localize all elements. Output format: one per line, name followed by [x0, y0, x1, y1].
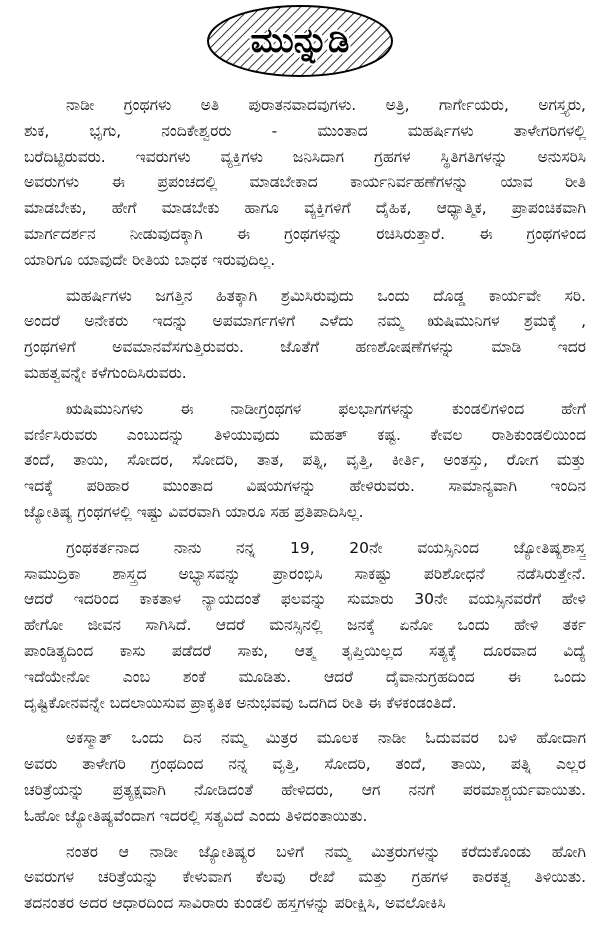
text-line: ಓಹೋ ಜ್ಯೋತಿಷ್ಯವೆಂದಾಗ ಇದರಲ್ಲಿ ಸತ್ಯವಿದೆ ಎಂದು ತಿಳಿದಂತಾಯಿತು.: [24, 806, 368, 825]
text-line: ಶುಕ, ಭೃಗು, ನಂದಿಕೇಶ್ವರರು - ಮುಂತಾದ ಮಹರ್ಷಿಗಳು ತಾಳೇಗರಿಗಳಲ್ಲಿ: [24, 121, 586, 140]
text-line: ಗ್ರಂಥಕರ್ತನಾದ ನಾನು ನನ್ನ 19, 20ನೇ ವಯಸ್ಸಿನಿಂದ ಜ್ಯೋತಿಷ್ಯಶಾಸ್ತ್ರ: [66, 538, 586, 557]
text-line: ತದನಂತರ ಅದರ ಆಧಾರದಿಂದ ಸಾವಿರಾರು ಕುಂಡಲಿ ಹಸ್ತಗಳನ್ನು ಪರೀಕ್ಷಿಸಿ, ಅವಲೋಕಿಸಿ: [24, 894, 446, 913]
paragraph: [24, 397, 586, 526]
text-line: ಋಷಿಮುನಿಗಳು ಈ ನಾಡೀಗ್ರಂಥಗಳ ಫಲಭಾಗಗಳನ್ನು ಕುಂಡಲಿಗಳಿಂದ ಹೇಗೆ: [66, 399, 586, 418]
paragraph: [24, 93, 586, 274]
text-line: ಅಂದರೆ ಅನೇಕರು ಇದನ್ನು ಅಪಮಾರ್ಗಗಳಿಗೆ ಎಳೆದು ನಮ್ಮ ಋಷಿಮುನಿಗಳ ಶ್ರಮಕ್ಕೆ ,: [24, 312, 586, 331]
text-line: ಮಹತ್ವವನ್ನೇ ಕಳೆಗುಂದಿಸಿರುವರು.: [24, 363, 187, 382]
document-body: [24, 93, 586, 927]
text-line: ಅವರು ತಾಳೇಗರಿ ಗ್ರಂಥದಿಂದ ನನ್ನ ವೃತ್ತಿ, ಸೋದರಿ, ತಂದೆ, ತಾಯಿ, ಪತ್ನಿ ಎಲ್ಲರ: [24, 755, 586, 774]
text-line: ಚರಿತ್ರೆಯನ್ನು ಪ್ರತ್ಯಕ್ಷವಾಗಿ ನೋಡಿದಂತೆ ಹೇಳಿದರು, ಆಗ ನನಗೆ ಪರಮಾಶ್ಚರ್ಯವಾಯಿತು.: [24, 780, 586, 799]
text-line: ದೃಷ್ಟಿಕೋನವನ್ನೇ ಬದಲಾಯಿಸುವ ಪ್ರಾಕೃತಿಕ ಅನುಭವವು ಒದಗಿದ ರೀತಿ ಈ ಕೆಳಕಂಡಂತಿದೆ.: [24, 693, 457, 712]
text-line: ಬರೆದಿಟ್ಟಿರುವರು. ಇವರುಗಳು ವ್ಯಕ್ತಿಗಳು ಜನಿಸಿದಾಗ ಗ್ರಹಗಳ ಸ್ಥಿತಿಗತಿಗಳನ್ನು ಅನುಸರಿಸಿ: [24, 147, 586, 166]
text-line: ಪಾಂಡಿತ್ಯದಿಂದ ಕಾಸು ಪಡೆದರೆ ಸಾಕು, ಆತ್ಮ ತೃಪ್ತಿಯಿಲ್ಲದ ಸತ್ಯಕ್ಕೆ ದೂರವಾದ ವಿದ್ಯೆ: [24, 641, 586, 660]
text-line: ಮಾಡಬೇಕು, ಹೇಗೆ ಮಾಡಬೇಕು ಹಾಗೂ ವ್ಯಕ್ತಿಗಳಿಗೆ ದೈಹಿಕ, ಆಧ್ಯಾತ್ಮಿಕ, ಪ್ರಾಪಂಚಿಕವಾಗಿ: [24, 199, 586, 218]
page-title: ಮುನ್ನುಡಿ: [250, 21, 350, 61]
text-line: ಅಕಸ್ಮಾತ್ ಒಂದು ದಿನ ನಮ್ಮ ಮಿತ್ರರ ಮೂಲಕ ನಾಡೀ ಓದುವವರ ಬಳಿ ಹೋದಾಗ: [66, 729, 586, 748]
text-line: ಮಾರ್ಗದರ್ಶನ ನೀಡುವುದಕ್ಕಾಗಿ ಈ ಗ್ರಂಥಗಳನ್ನು ರಚಿಸಿರುತ್ತಾರೆ. ಈ ಗ್ರಂಥಗಳಿಂದ: [24, 224, 586, 243]
text-line: ಯಾರಿಗೂ ಯಾವುದೇ ರೀತಿಯ ಬಾಧಕ ಇರುವುದಿಲ್ಲ.: [24, 250, 276, 269]
text-line: ಸಾಮುದ್ರಿಕಾ ಶಾಸ್ತ್ರದ ಅಭ್ಯಾಸವನ್ನು ಪ್ರಾರಂಭಿಸಿ ಸಾಕಷ್ಟು ಪರಿಶೋಧನೆ ನಡೆಸಿರುತ್ತೇನೆ.: [24, 564, 586, 583]
text-line: ನಾಡೀ ಗ್ರಂಥಗಳು ಅತಿ ಪುರಾತನವಾದವುಗಳು. ಅತ್ರಿ, ಗಾರ್ಗೇಯರು, ಅಗಸ್ತ್ಯರು,: [66, 96, 586, 114]
paragraph: [24, 284, 586, 387]
text-line: ಅವರುಗಳ ಚರಿತ್ರೆಯನ್ನು ಕೇಳುವಾಗ ಕೆಲವು ರೇಖೆ ಮತ್ತು ಗ್ರಹಗಳ ಕಾರಕತ್ವ ತಿಳಿಯಿತು.: [24, 868, 586, 887]
title-badge: [205, 3, 395, 79]
text-line: ವರ್ಣಿಸಿರುವರು ಎಂಬುದನ್ನು ತಿಳಿಯುವುದು ಮಹತ್ ಕಷ್ಟ. ಕೇವಲ ರಾಶಿಕುಂಡಲಿಯಿಂದ: [24, 425, 586, 444]
text-line: ನಂತರ ಆ ನಾಡೀ ಜ್ಯೋತಿಷ್ಯರ ಬಳಿಗೆ ನಮ್ಮ ಮಿತ್ರರುಗಳನ್ನು ಕರೆದುಕೊಂಡು ಹೋಗಿ: [66, 842, 586, 861]
text-line: ಇದೆಯೇನೋ ಎಂಬ ಶಂಕೆ ಮೂಡಿತು. ಆದರೆ ದೈವಾನುಗ್ರಹದಿಂದ ಈ ಒಂದು: [24, 667, 586, 686]
text-line: ಜ್ಯೋತಿಷ್ಯ ಗ್ರಂಥಗಳಲ್ಲಿ ಇಷ್ಟು ವಿವರವಾಗಿ ಯಾರೂ ಸಹ ಪ್ರತಿಪಾದಿಸಿಲ್ಲ.: [24, 502, 364, 521]
text-line: ಆದರೆ ಇದರಿಂದ ಕಾಕತಾಳ ನ್ಯಾಯದಂತೆ ಫಲವನ್ನು ಸುಮಾರು 30ನೇ ವಯಸ್ಸಿನವರೆಗೆ ಹೇಳಿ: [24, 590, 586, 609]
paragraph: [24, 840, 586, 917]
text-line: ಮಹರ್ಷಿಗಳು ಜಗತ್ತಿನ ಹಿತಕ್ಕಾಗಿ ಶ್ರಮಿಸಿರುವುದು ಒಂದು ದೊಡ್ಡ ಕಾರ್ಯವೇ ಸರಿ.: [66, 286, 586, 305]
paragraph: [24, 536, 586, 717]
paragraph: [24, 726, 586, 829]
text-line: ಹೇಗೋ ಜೀವನ ಸಾಗಿಸಿದೆ. ಆದರೆ ಮನಸ್ಸಿನಲ್ಲಿ ಜನಕ್ಕೆ ಏನೋ ಒಂದು ಹೇಳಿ ತರ್ಕ: [24, 616, 586, 635]
text-line: ಗ್ರಂಥಗಳಿಗೆ ಅವಮಾನವೆಸಗುತ್ತಿರುವರು. ಜೊತೆಗೆ ಹಣಶೋಷಣೆಗಳನ್ನು ಮಾಡಿ ಇದರ: [24, 338, 586, 357]
text-line: ತಂದೆ, ತಾಯಿ, ಸೋದರ, ಸೋದರಿ, ತಾತ, ಪತ್ನಿ, ವೃತ್ತಿ, ಕೀರ್ತಿ, ಅಂತಸ್ತು, ರೋಗ ಮತ್ತು: [24, 451, 586, 470]
text-line: ಅವರುಗಳು ಈ ಪ್ರಪಂಚದಲ್ಲಿ ಮಾಡಬೇಕಾದ ಕಾರ್ಯನಿರ್ವಹಣೆಗಳನ್ನು ಯಾವ ರೀತಿ: [24, 173, 586, 192]
text-line: ಇದಕ್ಕೆ ಪರಿಹಾರ ಮುಂತಾದ ವಿಷಯಗಳನ್ನು ಹೇಳಿರುವರು. ಸಾಮಾನ್ಯವಾಗಿ ಇಂದಿನ: [24, 477, 586, 496]
